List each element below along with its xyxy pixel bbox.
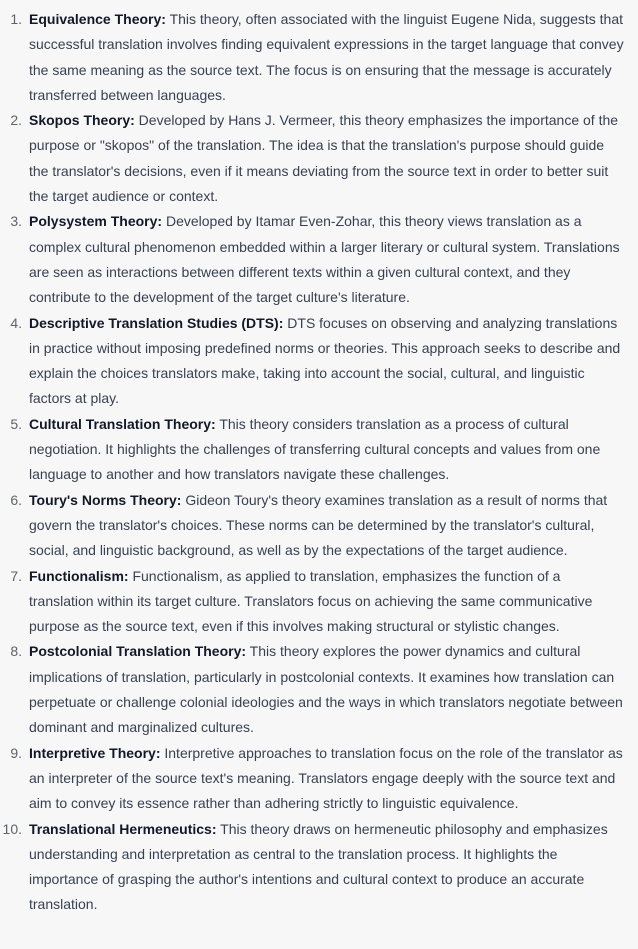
list-item-number: 9.: [10, 744, 22, 761]
list-item: [0, 412, 624, 488]
list-item-term: Skopos Theory:: [29, 112, 135, 129]
list-item: [0, 7, 624, 108]
list-item-term: Postcolonial Translation Theory:: [29, 643, 247, 660]
list-item-number: 1.: [10, 11, 22, 27]
list-item-term: Toury's Norms Theory:: [29, 491, 182, 508]
list-item-text: This theory draws on hermeneutic philosophy and emphasizes understanding and interpretation as central to the translation process. It highlights the importance of grasping the author's intentions and cultural context to produce an accurate translation.: [29, 820, 608, 913]
list-item: [0, 817, 624, 918]
list-item-term: Descriptive Translation Studies (DTS):: [29, 314, 284, 331]
list-item-number: 3.: [10, 213, 22, 230]
list-item-number: 2.: [10, 112, 22, 129]
list-item-term: Equivalence Theory:: [29, 11, 166, 27]
list-item-text: Developed by Hans J. Vermeer, this theory emphasizes the importance of the purpose or "skopos" of the translation. The idea is that the translation's purpose should guide the translator's decisions, even if it means deviating from the source text in order to better suit the target audience or context.: [29, 112, 619, 205]
list-item: [0, 488, 624, 564]
list-item-number: 5.: [10, 415, 22, 432]
list-item: [0, 741, 624, 817]
list-item: [0, 564, 624, 640]
list-item-text: DTS focuses on observing and analyzing translations in practice without imposing predefined norms or theories. This approach seeks to describe and explain the choices translators make, taking into account the social, cultural, and linguistic factors at play.: [29, 314, 621, 407]
list-item-number: 8.: [10, 643, 22, 660]
list-item-number: 7.: [10, 567, 22, 584]
list-item-text: This theory considers translation as a process of cultural negotiation. It highlights the challenges of transferring cultural concepts and values from one language to another and how translators navigate these challenges.: [29, 415, 601, 483]
list-item: [0, 108, 624, 209]
list-item: [0, 639, 624, 740]
list-item-text: Developed by Itamar Even-Zohar, this theory views translation as a complex cultural phenomenon embedded within a larger literary or cultural system. Translations are seen as interactions between different texts within a given cultural context, and they contribute to the development of the target culture's literature.: [29, 213, 620, 306]
list-item-text: This theory explores the power dynamics and cultural implications of translation, particularly in postcolonial contexts. It examines how translation can perpetuate or challenge colonial ideologies and the ways in which translators negotiate between dominant and marginalized cultures.: [29, 643, 623, 736]
list-item-term: Interpretive Theory:: [29, 744, 161, 761]
list-item-number: 6.: [10, 491, 22, 508]
list-item-term: Translational Hermeneutics:: [29, 820, 217, 837]
list-item-number: 10.: [2, 820, 22, 837]
list-item-text: Interpretive approaches to translation focus on the role of the translator as an interpreter of the source text's meaning. Translators engage deeply with the source text and aim to convey its essence rather than adhering strictly to linguistic equivalence.: [29, 744, 623, 812]
list-item-term: Polysystem Theory:: [29, 213, 163, 230]
list-item: [0, 311, 624, 412]
list-item-number: 4.: [10, 314, 22, 331]
list-item-text: This theory, often associated with the linguist Eugene Nida, suggests that successful translation involves finding equivalent expressions in the target language that convey the same meaning as the source text. The focus is on ensuring that the message is accurately transferred between languages.: [29, 11, 624, 103]
list-item-text: Gideon Toury's theory examines translation as a result of norms that govern the translator's choices. These norms can be determined by the translator's cultural, social, and linguistic background, as well as by the expectations of the target audience.: [29, 491, 608, 559]
list-item-term: Functionalism:: [29, 567, 129, 584]
list-item-term: Cultural Translation Theory:: [29, 415, 216, 432]
list-item-text: Functionalism, as applied to translation, emphasizes the function of a translation within its target culture. Translators focus on achieving the same communicative purpose as the source text, even if this involves making structural or stylistic changes.: [29, 567, 593, 635]
list-item: [0, 209, 624, 310]
